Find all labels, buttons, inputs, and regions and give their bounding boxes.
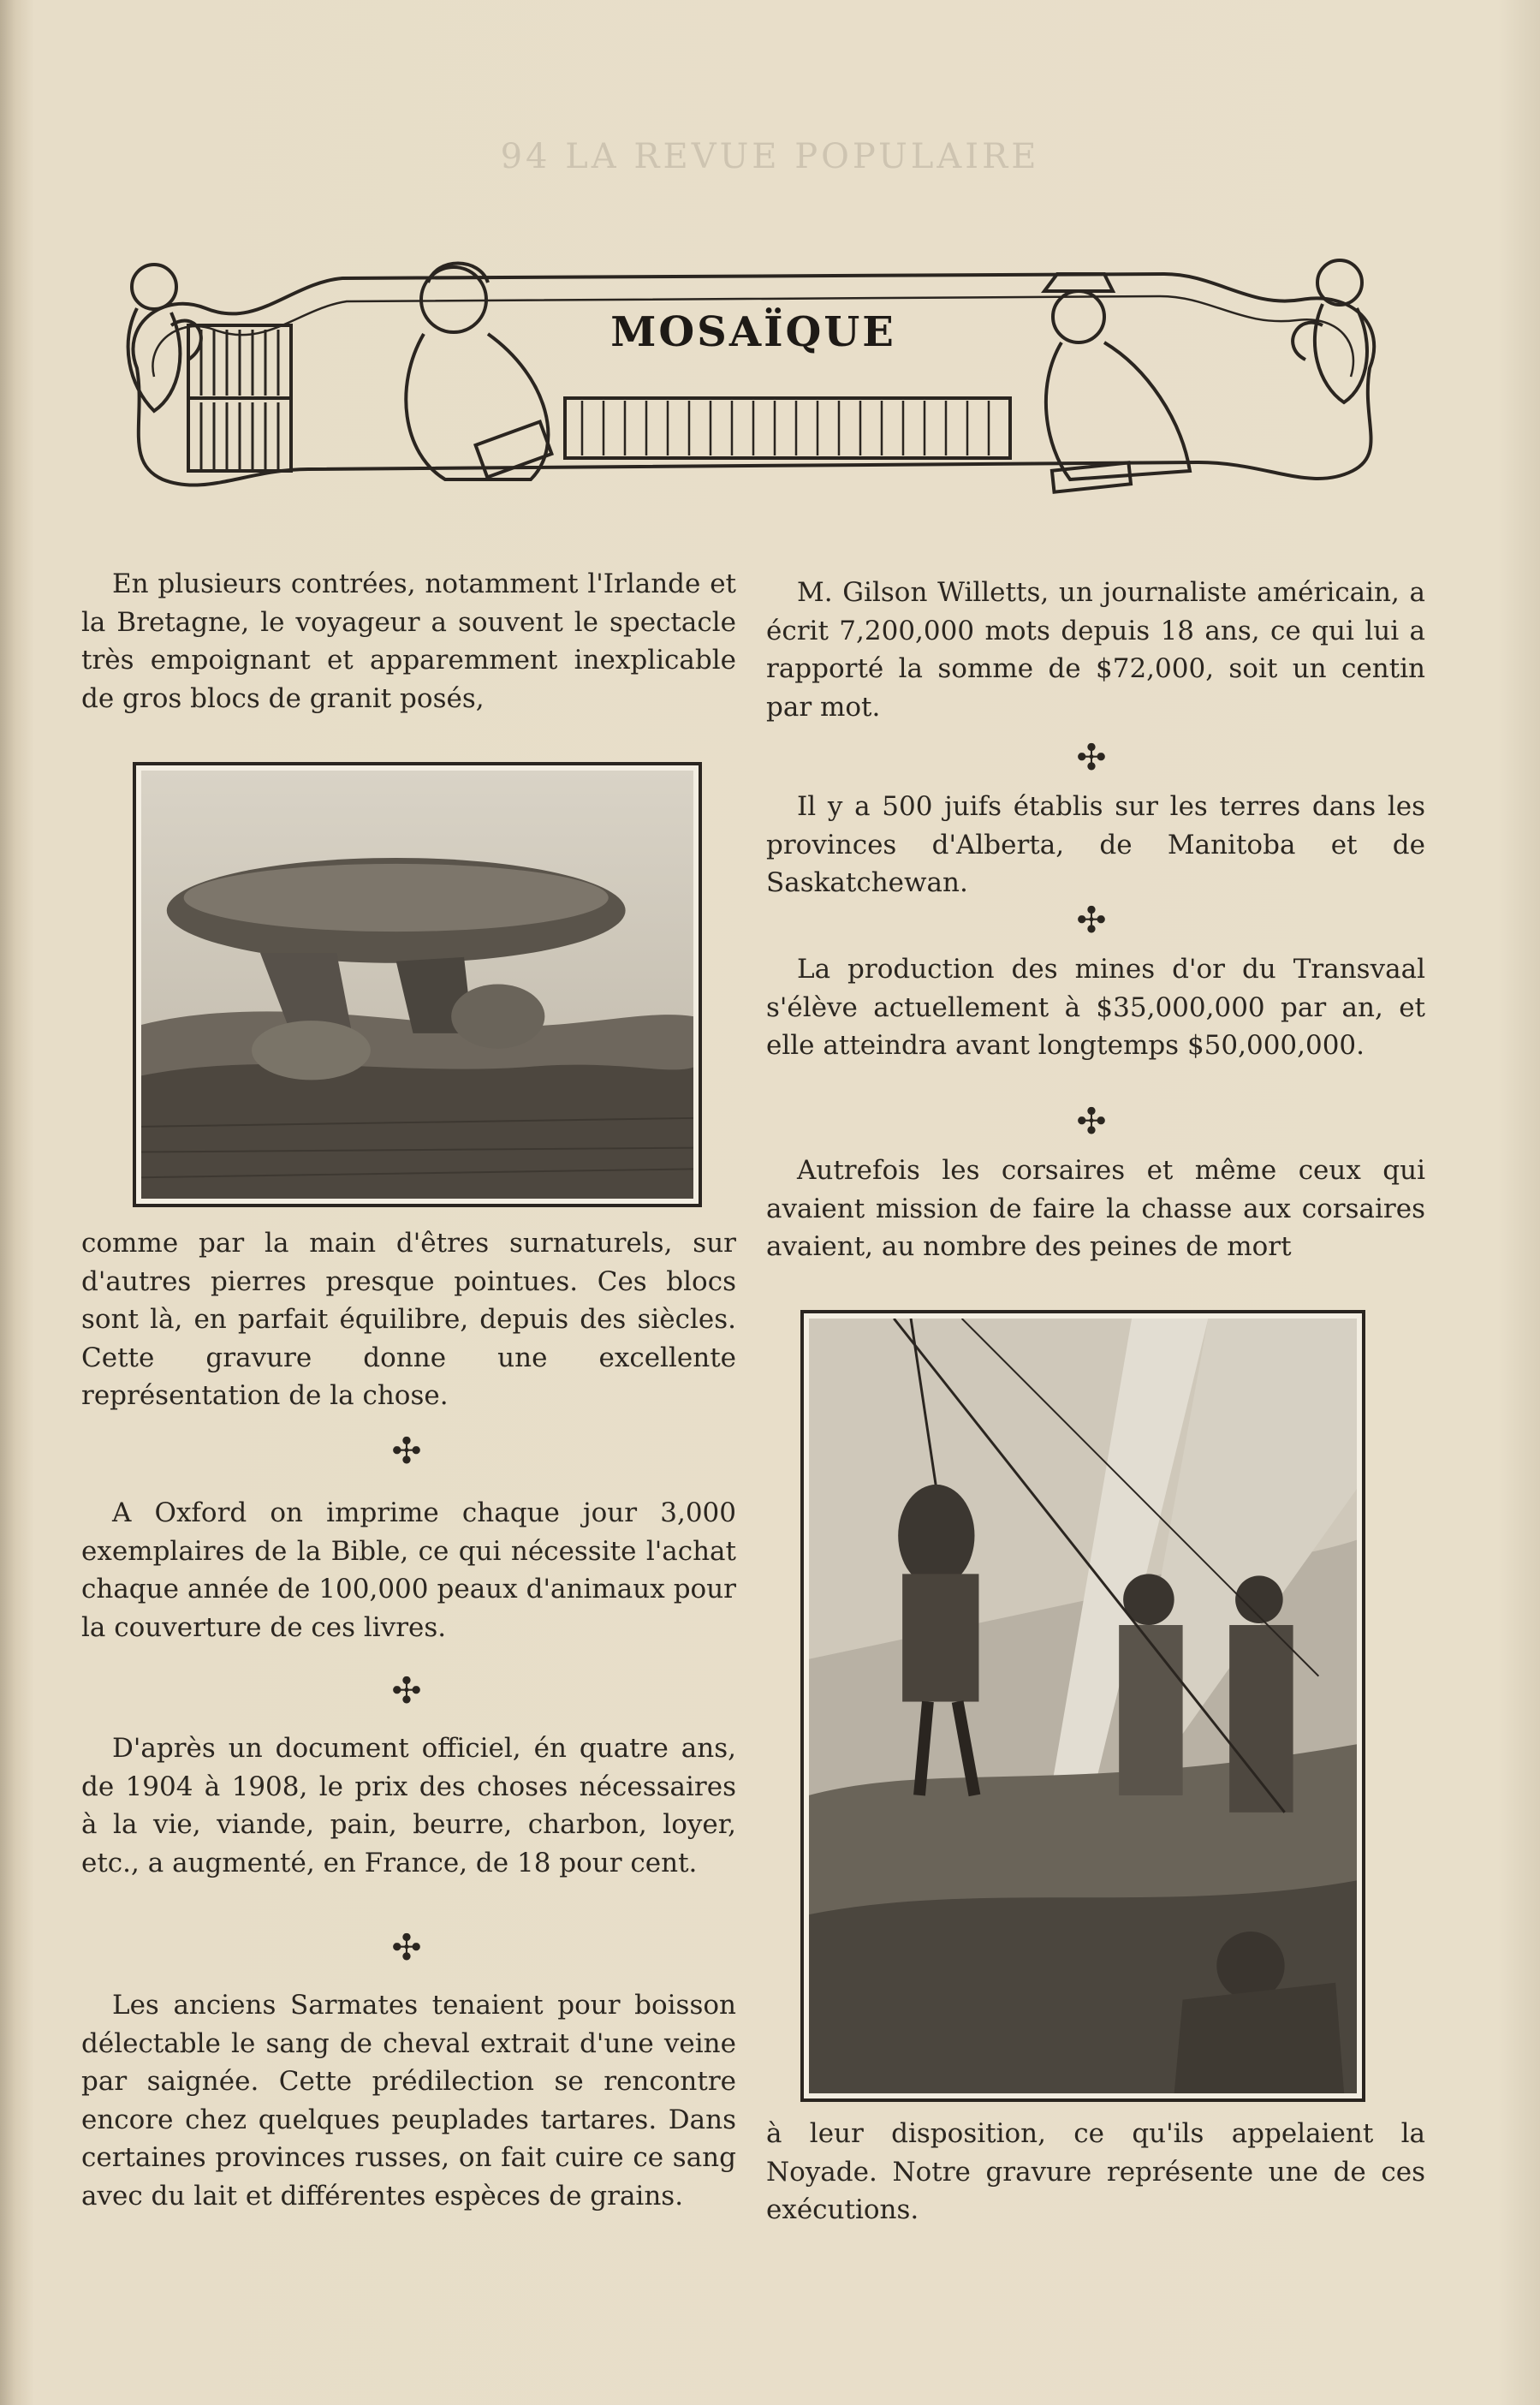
noyade-engraving [809,1319,1357,2093]
paragraph-dolmens-continued: comme par la main d'êtres surnaturels, sur d'autres pierres presque pointues. Ces blocs sont là, en parfait équilibre, depuis des siècles. Cette gravure donne une excellente représentation de la chose. [81,1228,736,1411]
paragraph-sarmates: Les anciens Sarmates tenaient pour boisson délectable le sang de cheval extrait d'une veine par saignée. Cette prédilection se rencontre encore chez quelques peuplades tartares. Dans certaines provinces russes, on fait cuire ce sang avec du lait et différentes espèces de grains. [81,1990,736,2212]
paragraph-corsaires: Autrefois les corsaires et même ceux qui avaient mission de faire la chasse aux corsaires avaient, au nombre des peines de mort [766,1155,1425,1262]
paragraph-willetts: M. Gilson Willetts, un journaliste américain, a écrit 7,200,000 mots depuis 18 ans, ce qui lui a rapporté la somme de $72,000, soit un centin par mot. [766,577,1425,723]
dolmen-engraving [141,771,693,1199]
running-head-bleedthrough: 94 LA REVUE POPULAIRE [500,137,1040,176]
fleuron-ornament: ✣ [1076,1100,1107,1142]
fleuron-ornament: ✣ [391,1670,422,1711]
paragraph-transvaal-gold: La production des mines d'or du Transvaal s'élève actuellement à $35,000,000 par an, et elle atteindra avant longtemps $50,000,000. [766,954,1425,1061]
section-title: MOSAÏQUE [610,308,896,356]
noyade-photo [800,1310,1365,2102]
fleuron-ornament: ✣ [391,1430,422,1472]
title-banner [86,248,1421,522]
paragraph-oxford-bible: A Oxford on imprime chaque jour 3,000 exemplaires de la Bible, ce qui nécessite l'achat chaque année de 100,000 peaux d'animaux pour la couverture de ces livres. [81,1497,736,1643]
banner-illustration [86,248,1421,522]
paragraph-cost-of-living: D'après un document officiel, én quatre ans, de 1904 à 1908, le prix des choses nécessaires à la vie, viande, pain, beurre, charbon, loyer, etc., a augmenté, en France, de 18 pour cent. [81,1733,736,1878]
fleuron-ornament: ✣ [391,1926,422,1968]
paragraph-dolmens-intro: En plusieurs contrées, notamment l'Irlande et la Bretagne, le voyageur a souvent le spectacle très empoignant et apparemment inexplicable de gros blocs de granit posés, [81,569,736,714]
fleuron-ornament: ✣ [1076,736,1107,778]
paragraph-jewish-settlers: Il y a 500 juifs établis sur les terres dans les provinces d'Alberta, de Manitoba et de Saskatchewan. [766,791,1425,898]
fleuron-ornament: ✣ [1076,899,1107,941]
dolmen-photo [133,762,702,1207]
paragraph-noyade-continued: à leur disposition, ce qu'ils appelaient la Noyade. Notre gravure représente une de ces exécutions. [766,2118,1425,2225]
